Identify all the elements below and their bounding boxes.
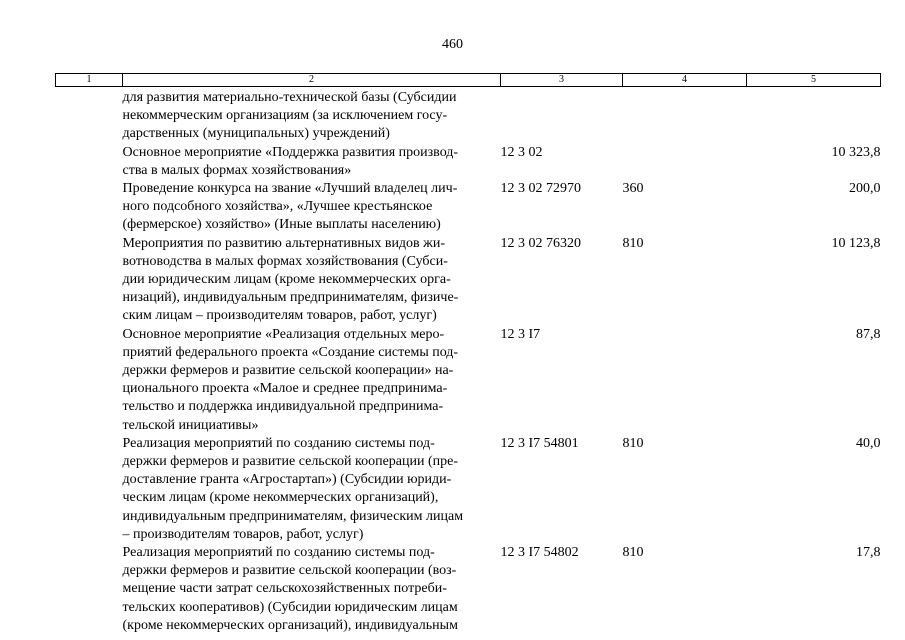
row-number-cell [56, 326, 123, 435]
column-header-2: 2 [123, 74, 501, 87]
item-name-line: держки фермеров и развитие сельской кооперации (воз- [122, 563, 457, 579]
item-name-cell [123, 144, 501, 180]
item-name-line: приятий федерального проекта «Создание системы под- [122, 344, 459, 360]
item-name-cell [123, 435, 501, 544]
column-header-4: 4 [623, 74, 747, 87]
table-row [56, 326, 881, 435]
item-name-line: индивидуальным предпринимателям, физическим лицам [122, 508, 464, 524]
amount-cell: 10 323,8 [831, 144, 881, 160]
row-number-cell [56, 144, 123, 180]
table-row [56, 235, 881, 326]
code-cell: 12 3 02 72970 [500, 181, 581, 197]
column-header-3: 3 [501, 74, 623, 87]
item-name-line: тельской инициативы» [122, 417, 259, 433]
table-row [56, 180, 881, 235]
code-cell: 12 3 02 [500, 144, 543, 160]
amount-cell: 40,0 [856, 435, 881, 451]
item-name-line: Реализация мероприятий по созданию системы под- [122, 545, 435, 561]
row-number-cell [56, 544, 123, 635]
budget-table [55, 73, 881, 635]
amount-cell: 200,0 [849, 181, 881, 197]
row-number-cell [56, 235, 123, 326]
code-cell: 12 3 02 76320 [500, 235, 581, 251]
item-name-line: тельских кооперативов) (Субсидии юридическим лицам [122, 599, 458, 615]
item-name-cell [123, 87, 501, 144]
item-name-line: – производителям товаров, работ, услуг) [122, 526, 364, 542]
item-name-line: (фермерское) хозяйство» (Иные выплаты населению) [122, 217, 441, 233]
item-name-line: вотноводства в малых формах хозяйствования (Субси- [122, 253, 448, 269]
column-header-5: 5 [747, 74, 881, 87]
item-name-line: Основное мероприятие «Поддержка развития производ- [122, 144, 459, 160]
item-name-line: ства в малых формах хозяйствования» [122, 162, 352, 178]
item-name-line: Основное мероприятие «Реализация отдельных меро- [122, 326, 445, 342]
amount-cell: 17,8 [856, 545, 881, 561]
item-name-line: держки фермеров и развитие сельской кооперации» на- [122, 363, 454, 379]
type-cell: 360 [622, 181, 644, 197]
item-name-line: ного подсобного хозяйства», «Лучшее крестьянское [122, 199, 433, 215]
item-name-line: некоммерческим организациям (за исключением госу- [122, 108, 448, 124]
amount-cell: 10 123,8 [831, 235, 881, 251]
page-number: 460 [442, 37, 463, 52]
table-row [56, 544, 881, 635]
code-cell: 12 3 I7 54801 [500, 435, 579, 451]
item-name-line: держки фермеров и развитие сельской кооперации (пре- [122, 454, 459, 470]
table-body [56, 87, 881, 636]
code-cell [501, 87, 623, 144]
item-name-line: доставление гранта «Агростартап») (Субсидии юриди- [122, 472, 452, 488]
item-name-line: дарственных (муниципальных) учреждений) [122, 126, 390, 142]
row-number-cell [56, 435, 123, 544]
item-name-line: Проведение конкурса на звание «Лучший владелец лич- [122, 181, 458, 197]
item-name-line: ционального проекта «Малое и среднее предпринима- [122, 381, 448, 397]
table-row [56, 87, 881, 144]
type-cell [623, 144, 747, 180]
type-cell [623, 87, 747, 144]
item-name-cell [123, 326, 501, 435]
item-name-line: дии юридическим лицам (кроме некоммерческих орга- [122, 272, 451, 288]
item-name-line: Мероприятия по развитию альтернативных видов жи- [122, 235, 445, 251]
amount-cell: 87,8 [856, 326, 881, 342]
item-name-line: Реализация мероприятий по созданию системы под- [122, 435, 435, 451]
amount-cell [747, 87, 881, 144]
item-name-cell [123, 544, 501, 635]
type-cell: 810 [622, 435, 644, 451]
table-row [56, 144, 881, 180]
type-cell: 810 [622, 545, 644, 561]
table-header-row [56, 74, 881, 87]
type-cell [623, 326, 747, 435]
column-header-1: 1 [56, 74, 123, 87]
item-name-cell [123, 235, 501, 326]
item-name-line: (кроме некоммерческих организаций), индивидуальным [122, 617, 458, 633]
item-name-line: для развития материально-технической базы (Субсидии [122, 90, 457, 105]
item-name-line: тельство и поддержка индивидуальной предпринима- [122, 399, 444, 415]
table-row [56, 435, 881, 544]
item-name-line: ским лицам – производителям товаров, работ, услуг) [122, 308, 437, 324]
item-name-cell [123, 180, 501, 235]
code-cell: 12 3 I7 54802 [500, 545, 579, 561]
item-name-line: ческим лицам (кроме некоммерческих организаций), [122, 490, 439, 506]
row-number-cell [56, 180, 123, 235]
item-name-line: мещение части затрат сельскохозяйственных потреби- [122, 581, 447, 597]
row-number-cell [56, 87, 123, 144]
item-name-line: низаций), индивидуальным предпринимателям, физиче- [122, 290, 459, 306]
type-cell: 810 [622, 235, 644, 251]
code-cell: 12 3 I7 [500, 326, 541, 342]
